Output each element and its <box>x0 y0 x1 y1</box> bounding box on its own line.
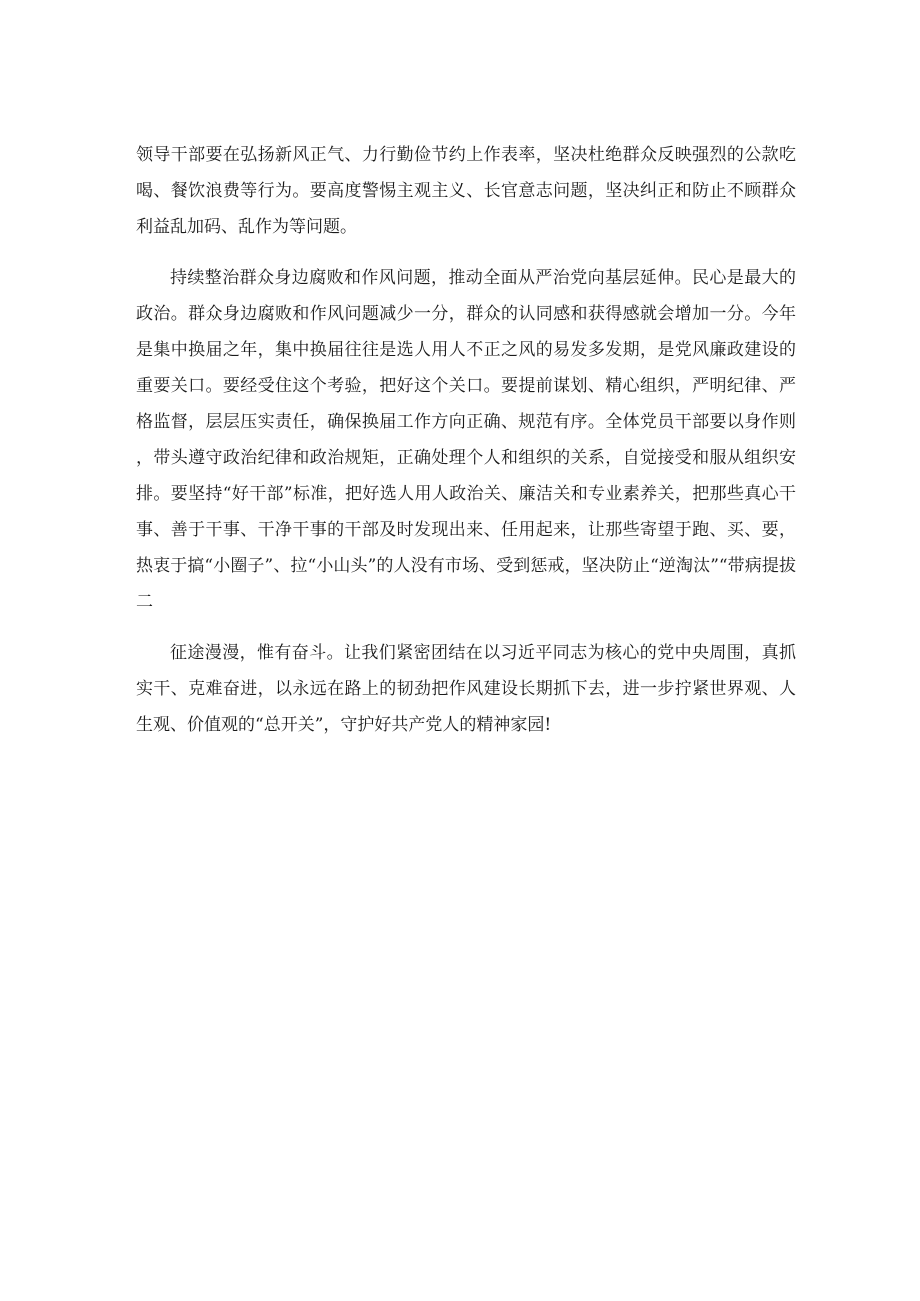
paragraph-1: 领导干部要在弘扬新风正气、力行勤俭节约上作表率，坚决杜绝群众反映强烈的公款吃喝、餐饮浪费等行为。要高度警惕主观主义、长官意志问题，坚决纠正和防止不顾群众利益乱加码、乱作为等问题。 <box>136 145 796 237</box>
paragraph-2: 持续整治群众身边腐败和作风问题，推动全面从严治党向基层延伸。民心是最大的政治。群众身边腐败和作风问题减少一分，群众的认同感和获得感就会增加一分。今年是集中换届之年，集中换届往往是选人用人不正之风的易发多发期，是党风廉政建设的重要关口。要经受住这个考验，把好这个关口。要提前谋划、精心组织，严明纪律、严格监督，层层压实责任，确保换届工作方向正确、规范有序。全体党员干部要以身作则，带头遵守政治纪律和政治规矩，正确处理个人和组织的关系，自觉接受和服从组织安排。要坚持“好干部”标准，把好选人用人政治关、廉洁关和专业素养关，把那些真心干事、善于干事、干净干事的干部及时发现出来、任用起来，让那些寄望于跑、买、要，热衷于搞“小圈子”、拉“小山头”的人没有市场、受到惩戒，坚决防止“逆淘汰”“带病提拔二 <box>136 268 796 612</box>
document-body <box>136 137 796 743</box>
paragraph-3: 征途漫漫，惟有奋斗。让我们紧密团结在以习近平同志为核心的党中央周围，真抓实干、克难奋进，以永远在路上的韧劲把作风建设长期抓下去，进一步拧紧世界观、人生观、价值观的“总开关”，守护好共产党人的精神家园! <box>136 643 796 735</box>
